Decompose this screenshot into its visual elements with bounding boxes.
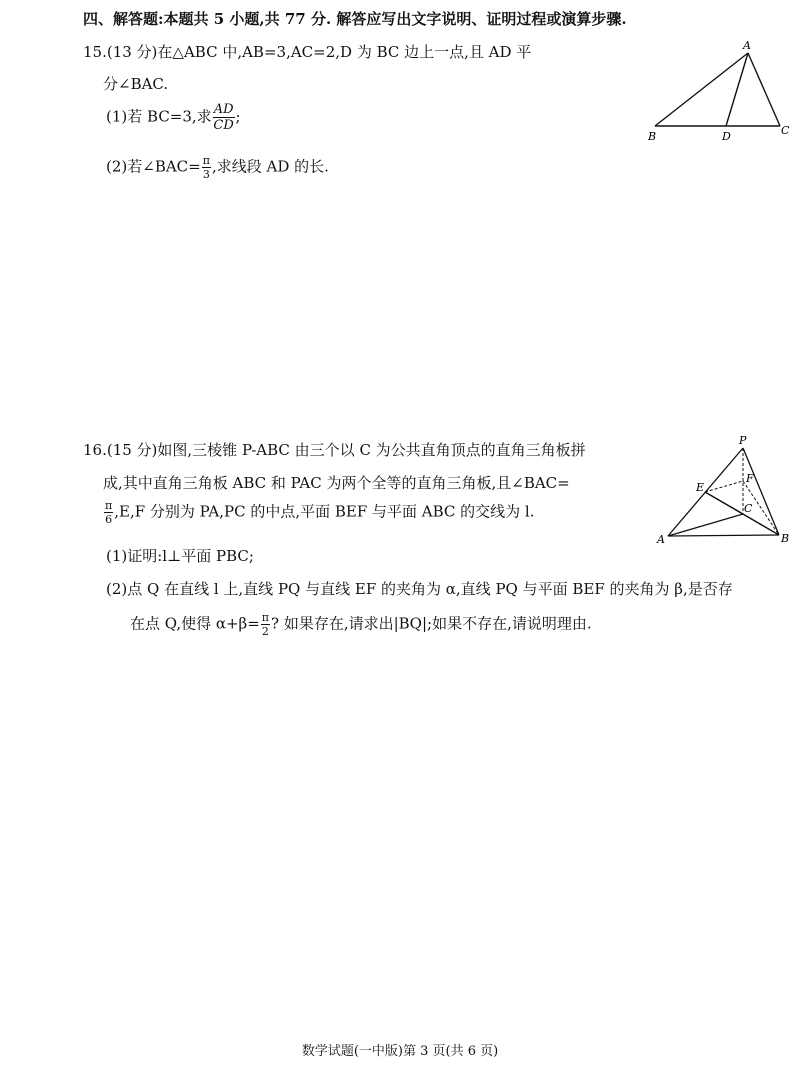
q15-segment-ad [726,53,748,126]
q15-part2-end: ,求线段 AD 的长. [211,157,329,176]
q15-side-ab [655,53,748,126]
q15-part2-denominator: 3 [202,168,210,181]
q15-part1-fraction [213,103,235,132]
q16-line1: 16.(15 分)如图,三棱锥 P-ABC 由三个以 C 为公共直角顶点的直角三角板拼 [83,441,586,459]
q16-part2-line2 [130,612,592,637]
q15-label-c: C [781,124,790,137]
q15-line2: 分∠BAC. [103,75,169,93]
q16-angle-numerator: π [105,499,113,512]
q16-angle-fraction [104,500,113,525]
q16-part2-denominator: 2 [261,625,269,638]
q16-edge-ac [668,514,743,536]
q16-pyramid-figure [652,432,800,550]
q15-side-ac [748,53,780,126]
q15-triangle-figure [640,36,800,146]
page-footer: 数学试题(一中版)第 3 页(共 6 页) [301,1044,499,1059]
q16-angle-denominator: 6 [105,513,113,526]
q16-part2-end: ? 如果存在,请求出|BQ|;如果不存在,请说明理由. [271,614,592,633]
q15-label-b: B [648,130,657,143]
q15-part1-end: ; [235,107,241,126]
q15-part2-fraction [202,155,211,180]
q16-part1: (1)证明:l⊥平面 PBC; [106,547,254,565]
q16-line3 [103,500,535,525]
q15-part1-numerator: AD [213,102,234,117]
q15-label-d: D [722,130,731,143]
q16-part2-text: 在点 Q,使得 α+β= [130,614,260,633]
q16-label-a: A [657,533,665,546]
q16-segment-eb [705,492,779,535]
q16-part2-line1: (2)点 Q 在直线 l 上,直线 PQ 与直线 EF 的夹角为 α,直线 PQ 与平面 BEF 的夹角为 β,是否存 [106,580,733,598]
q16-label-b: B [781,532,790,545]
q16-edge-ab [668,535,779,536]
q15-part1 [106,103,241,132]
q16-label-e: E [696,481,705,494]
section-heading: 四、解答题:本题共 5 小题,共 77 分. 解答应写出文字说明、证明过程或演算步骤. [83,10,627,28]
q15-label-a: A [743,39,751,52]
q16-edge-pb [743,448,779,535]
q16-label-f: F [746,472,754,485]
q16-part2-numerator: π [261,611,270,624]
q15-part2 [106,155,329,180]
q15-line1: 15.(13 分)在△ABC 中,AB=3,AC=2,D 为 BC 边上一点,且 AD 平 [83,43,532,61]
q16-line3-text: ,E,F 分别为 PA,PC 的中点,平面 BEF 与平面 ABC 的交线为 l. [114,502,535,521]
q16-label-p: P [739,434,747,447]
q16-line2: 成,其中直角三角板 ABC 和 PAC 为两个全等的直角三角板,且∠BAC= [103,474,570,492]
q15-part1-text: (1)若 BC=3,求 [106,107,212,126]
q15-part2-numerator: π [202,154,210,167]
q16-label-c: C [744,502,753,515]
q16-part2-fraction [261,612,270,637]
q15-part2-text: (2)若∠BAC= [106,157,201,176]
q15-part1-denominator: CD [213,118,234,133]
